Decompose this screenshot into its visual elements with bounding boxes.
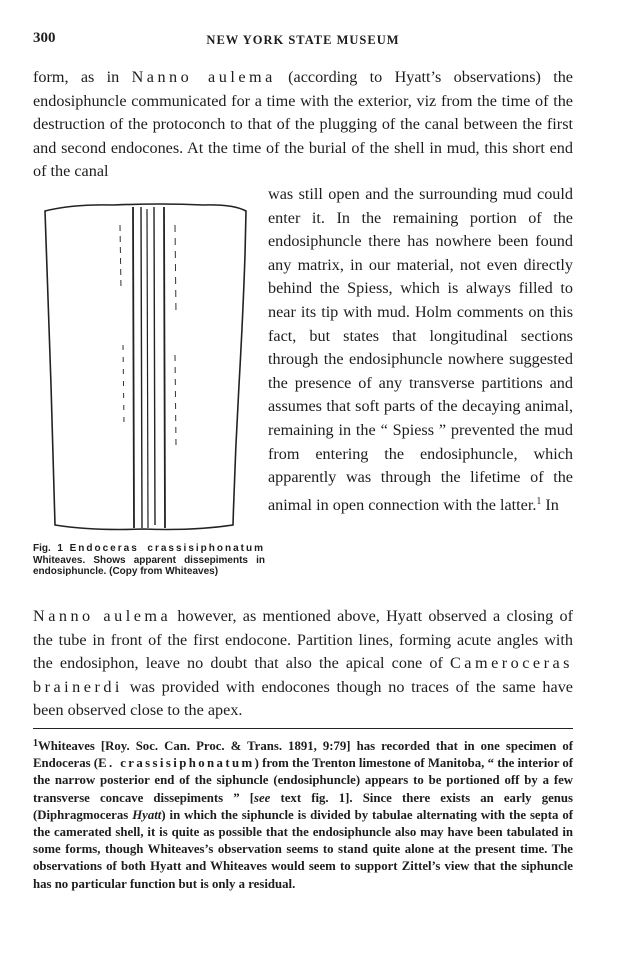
text-span: form, as in [33, 68, 132, 86]
running-head: NEW YORK STATE MUSEUM [206, 33, 400, 47]
paragraph-bottom [33, 605, 573, 723]
page-number: 300 [33, 30, 56, 46]
siphuncle-line [147, 209, 148, 528]
genus-name: Nanno aulema [33, 607, 172, 625]
siphuncle-line [154, 207, 155, 525]
text-span: however, as mentioned above, Hyatt observed a closing of the tube in front of the first endocone. Partition lines, forming acute angles with the endosiphon, leave no doubt that also the apical cone of [33, 607, 573, 672]
text-span: text fig. 1]. Since there exists an early genus (Diphragmoceras [33, 790, 573, 822]
page-header [33, 30, 573, 50]
genus-name: Nanno aulema [131, 68, 276, 86]
text-span: ) in which the siphuncle is divided by tabulae alternating with the septa of the camerated shell, it is quite as possible that the endosiphuncle also may have been tabulated in some forms, though Whiteaves’s observation seems to stand quite alone at the present time. The observations of both Hyatt and Whiteaves would seem to support Zittel’s view that the siphuncle has no particular function but is only a residual. [33, 807, 573, 891]
paragraph-top [33, 66, 573, 184]
caption-rest: Whiteaves. Shows apparent dissepiments in endosiphuncle. (Copy from Whiteaves) [33, 554, 265, 577]
dissepiment-mark [175, 355, 176, 445]
shell-outline [45, 204, 246, 530]
text-span: (according to Hyatt’s observations) the endosiphuncle communicated for a time with the exterior, viz from the time of the destruction of the protoconch to that of the plugging of the canal between the first and second endocones. At the time of the burial of the shell in mud, this short end of the canal [33, 68, 573, 180]
paragraph-right-column [268, 183, 573, 517]
text-span: was provided with endocones though no traces of the same have been observed close to the apex. [33, 677, 573, 719]
siphuncle-wall-right [164, 207, 165, 528]
text-span: was still open and the surrounding mud could enter it. In the remaining portion of the endosiphuncle there has nowhere been found any matrix, in our material, not even directly behind the Spiess, which is always filled to near its tip with mud. Holm comments on this fact, but states that longitudinal sections through the endosiphuncle nowhere suggested the presence of any transverse partitions and assumes that soft parts of the decaying animal, remaining in the “ Spiess ” prevented the mud from entering the endosiphuncle, which apparently was through the lifetime of the animal in open connection with the latter. [268, 185, 573, 514]
siphuncle-wall-left [133, 207, 134, 528]
caption-prefix: Fig. 1 [33, 543, 70, 554]
text-span: Whiteaves [Roy. Soc. Can. Proc. & Trans. 1891, 9:79] has recorded that in one specimen of Endoceras ( [33, 739, 573, 771]
siphuncle-line [141, 207, 142, 528]
footnote-reference[interactable]: 1 [536, 495, 542, 507]
fossil-figure [33, 195, 261, 535]
figure-caption [33, 543, 265, 578]
italic-text: Hyatt [132, 807, 162, 822]
caption-species: Endoceras crassisiphonatum [69, 543, 265, 554]
text-span: ) from the Trenton limestone of Manitoba, “ the interior of the narrow posterior end of the siphuncle (endosiphuncle) appears to be portioned off by a few transverse concave dissepiments ” [ [33, 756, 574, 805]
footnote [33, 735, 573, 893]
footnote-divider [33, 728, 573, 729]
italic-text: see [254, 790, 271, 805]
species-name: E. crassisiphonatum [98, 756, 255, 771]
dissepiment-mark [123, 345, 124, 425]
text-span: In [541, 495, 559, 514]
footnote-marker: 1 [33, 738, 38, 749]
dissepiment-mark [120, 225, 121, 290]
genus-name: Cameroceras brainerdi [33, 654, 573, 696]
dissepiment-mark [175, 225, 176, 315]
